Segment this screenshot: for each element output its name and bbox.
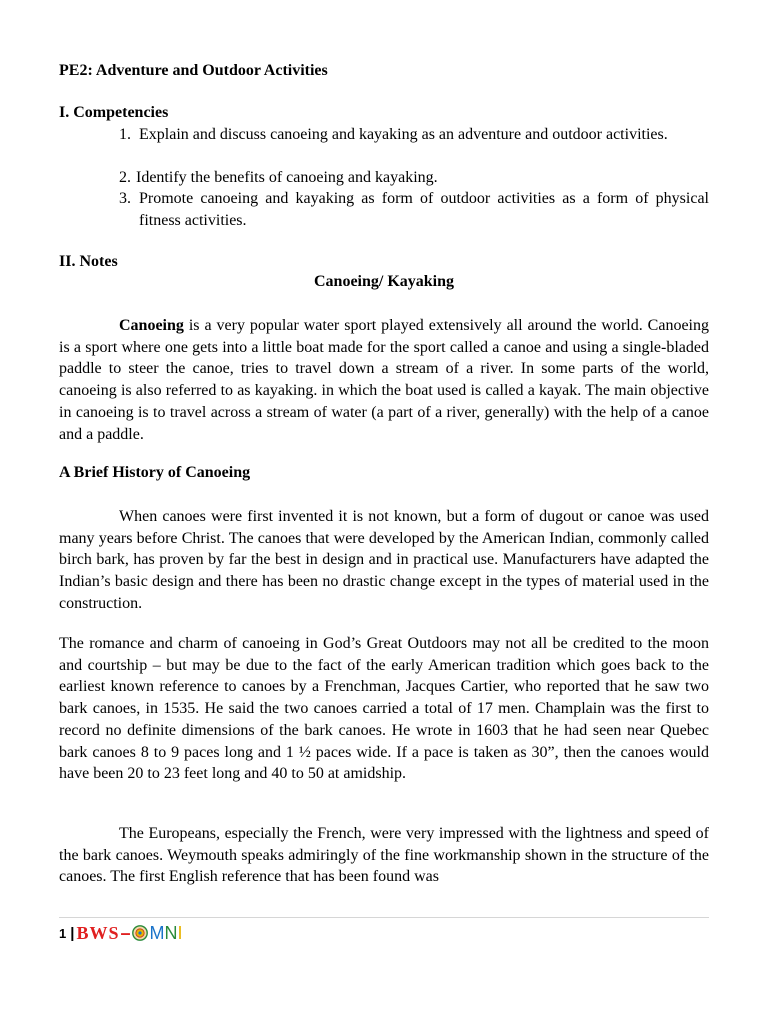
brand-bws: BWS bbox=[76, 922, 120, 943]
competency-number: 2. bbox=[119, 169, 131, 186]
document-title: PE2: Adventure and Outdoor Activities bbox=[59, 62, 328, 79]
competency-text: Identify the benefits of canoeing and kayaking. bbox=[136, 169, 438, 186]
competency-number: 1. bbox=[119, 126, 131, 143]
paragraph-canoeing bbox=[59, 315, 709, 445]
paragraph-canoeing-text: is a very popular water sport played extensively all around the world. Canoeing is a sport where one gets into a little boat made for the sport called a canoe and using a single-bladed paddle to steer the canoe, tries to travel down a stream of a river. In some parts of the world, canoeing is also referred to as kayaking. in which the boat used is called a kayak. The main objective in canoeing is to travel across a stream of water (a part of a river, generally) with the help of a canoe and a paddle. bbox=[59, 317, 709, 443]
paragraph-history-1: When canoes were first invented it is not known, but a form of dugout or canoe was used many years before Christ. The canoes that were developed by the American Indian, commonly called birch bark, has proven by far the best in design and in practical use. Manufacturers have adapted the Indian’s basic design and there has been no drastic change except in the types of material used in the construction. bbox=[59, 508, 709, 612]
brand-i: I bbox=[177, 922, 183, 943]
competency-text: Promote canoeing and kayaking as form of outdoor activities as a form of physical fitness activities. bbox=[139, 190, 709, 229]
page-footer bbox=[59, 922, 183, 944]
competency-item-1 bbox=[119, 124, 709, 146]
competency-number: 3. bbox=[119, 190, 131, 207]
notes-heading: II. Notes bbox=[59, 253, 118, 270]
page-number: 1 bbox=[59, 925, 67, 941]
notes-title: Canoeing/ Kayaking bbox=[313, 273, 455, 290]
brand-dash: – bbox=[120, 922, 131, 943]
competency-item-3 bbox=[119, 188, 709, 231]
brand-n: N bbox=[164, 922, 178, 943]
competency-text: Explain and discuss canoeing and kayaking as an adventure and outdoor activities. bbox=[139, 126, 668, 143]
school-seal-icon bbox=[132, 925, 148, 941]
competency-item-2 bbox=[119, 167, 709, 189]
competencies-heading: I. Competencies bbox=[59, 104, 169, 121]
canoeing-term: Canoeing bbox=[119, 317, 184, 334]
history-heading: A Brief History of Canoeing bbox=[59, 464, 251, 481]
brand-m: M bbox=[149, 922, 165, 943]
paragraph-history-2: The romance and charm of canoeing in God’s Great Outdoors may not all be credited to the moon and courtship – but may be due to the fact of the early American tradition which goes back to the earliest known reference to canoes by a Frenchman, Jacques Cartier, who reported that he saw two bark canoes, in 1535. He said the two canoes carried a total of 17 men. Champlain was the first to record no definite dimensions of the bark canoes. He wrote in 1603 that he had seen near Quebec bark canoes 8 to 9 paces long and 1 ½ paces wide. If a pace is taken as 30”, then the canoes would have been 20 to 23 feet long and 40 to 50 at amidship. bbox=[59, 635, 709, 783]
footer-divider bbox=[59, 917, 709, 918]
paragraph-history-3: The Europeans, especially the French, were very impressed with the lightness and speed of the bark canoes. Weymouth speaks admiringly of the fine workmanship shown in the structure of the canoes. The first English reference that has been found was bbox=[59, 825, 709, 886]
footer-separator: | bbox=[70, 924, 75, 942]
